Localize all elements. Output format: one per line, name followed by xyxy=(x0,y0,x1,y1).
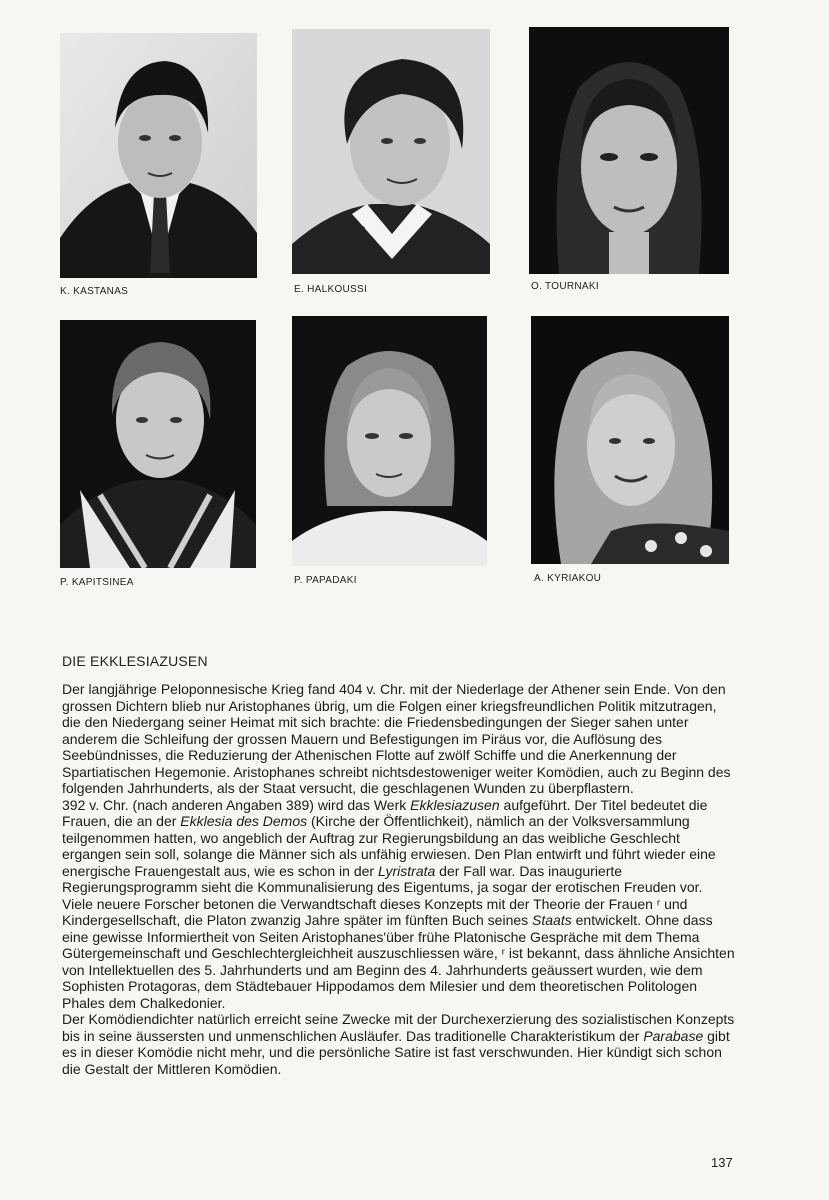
portrait-photo-kyriakou xyxy=(531,316,729,564)
page-number: 137 xyxy=(711,1155,733,1170)
portrait-photo-tournaki xyxy=(529,27,729,274)
portrait-photo-halkoussi xyxy=(292,29,490,274)
italic-title: Ekklesiazusen xyxy=(410,796,500,813)
text-run: 392 v. Chr. (nach anderen Angaben 389) wird das Werk xyxy=(62,796,411,813)
paragraph-3 xyxy=(62,1011,737,1077)
portrait-caption-papadaki: P. PAPADAKI xyxy=(294,575,357,586)
text-run: (Kirche der Öffentlichkeit), nämlich an der Volksversammlung teilgenommen hatten, wo angeblich der Auftrag zur Regierungsbildung an das weibliche Geschlecht ergangen sein soll, solange die Männer sich als unfähig erwiesen. Den Plan entwirft und führt wieder eine energische Frauengestalt aus, wie es schon in der xyxy=(62,813,716,879)
portrait-photo-papadaki xyxy=(292,316,487,566)
text-run: gibt es in dieser Komödie nicht mehr, und die persönliche Satire ist fast verschwunden. Hier kündigt sich schon die Gestalt der Mittleren Komödien. xyxy=(62,1027,730,1077)
portrait-photo-kapitsinea xyxy=(60,320,256,568)
portrait-caption-kastanas: K. KASTANAS xyxy=(60,286,129,297)
text-run: Der Komödiendichter natürlich erreicht seine Zwecke mit der Durchexerzierung des sozialistischen Konzepts bis in seine äussersten und unmenschlichen Ausläufer. Das traditionelle Charakteristikum der xyxy=(62,1011,735,1044)
text-run: entwickelt. Ohne dass eine gewisse Informiertheit von Seiten Aristophanes'über frühe Platonische Gespräche mit dem Thema Gütergemeinschaft und Geschlechtergleichheit auszuschliessen wäre, ʳ ist bekannt, dass ähnliche Ansichten von Intellektuellen des 5. Jahrhunderts und am Beginn des 4. Jahrhunderts geäussert wurden, wie dem Sophisten Protagoras, dem Städtebauer Hippodamos dem Milesier und dem theoretischen Politologen Phales dem Chalkedonier. xyxy=(62,912,735,1011)
italic-title: Lyristrata xyxy=(377,862,436,879)
italic-term: Ekklesia des Demos xyxy=(180,813,308,829)
portrait-caption-kyriakou: A. KYRIAKOU xyxy=(534,573,602,584)
portrait-caption-tournaki: O. TOURNAKI xyxy=(531,281,599,292)
portrait-caption-halkoussi: E. HALKOUSSI xyxy=(294,284,368,295)
italic-term: Parabase xyxy=(643,1027,704,1044)
paragraph-1: Der langjährige Peloponnesische Krieg fand 404 v. Chr. mit der Niederlage der Athener sein Ende. Von den grossen Dichtern blieb nur Aristophanes übrig, um die Folgen einer kriegsfreundlichen Politik mitzutragen, die den Niedergang seiner Heimat mit sich brachte: die Friedensbedingungen der Sieger sahen unter anderem die Schleifung der grossen Mauern und Befestigungen im Piräus vor, die Auflösung des Seebündnisses, die Reduzierung der Athenischen Flotte auf zwölf Schiffe und die Anerkennung der Spartiatischen Hegemonie. Aristophanes schreibt nichtsdestoweniger weiter Komödien, auch zu Beginn des folgenden Jahrhunderts, als der Staat versucht, die geschlagenen Wunden zu überpflastern. xyxy=(62,681,731,796)
portrait-caption-kapitsinea: P. KAPITSINEA xyxy=(60,577,134,588)
text-run: der Fall war. Das inaugurierte Regierungsprogramm sieht die Kommunalisierung des Eigentums, ja sogar der erotischen Freuden vor. Viele neuere Forscher betonen die Verwandtschaft dieses Konzepts mit der Theorie der Frauen ʳ und Kindergesellschaft, die Platon zwanzig Jahre später im fünften Buch seines xyxy=(62,862,703,928)
italic-title: Staats xyxy=(532,912,572,928)
text-run: aufgeführt. Der Titel bedeutet die Frauen, die an der xyxy=(62,796,708,829)
portrait-photo-kastanas xyxy=(60,33,257,278)
paragraph-2 xyxy=(62,797,737,1012)
article-body xyxy=(62,681,737,1077)
article-heading: DIE EKKLESIAZUSEN xyxy=(62,653,208,669)
